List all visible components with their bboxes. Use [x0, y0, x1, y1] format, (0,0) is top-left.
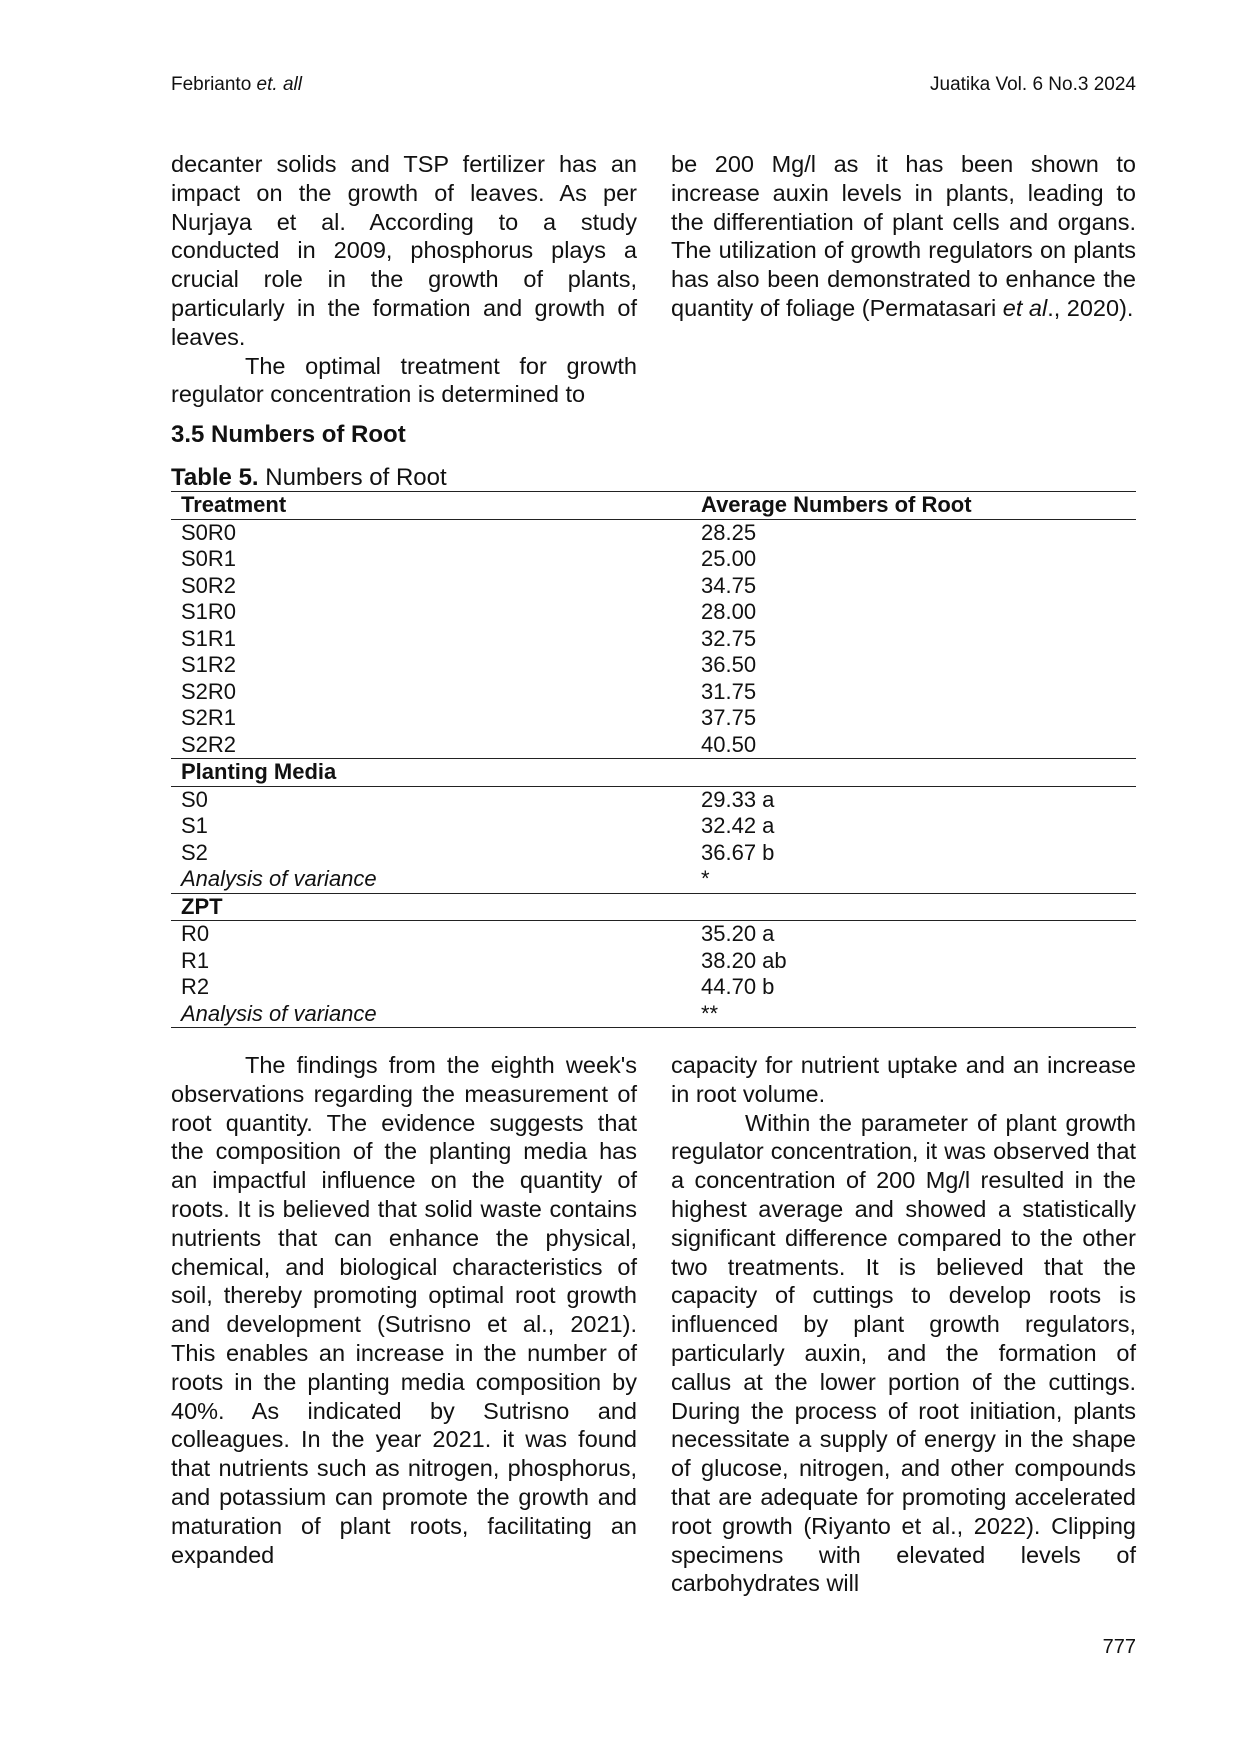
table-subheader-cell: Planting Media [171, 759, 691, 787]
running-header-author [171, 74, 302, 96]
table-cell: 38.20 ab [701, 947, 787, 973]
table-cell: S2R0 [181, 678, 237, 704]
paragraph-text-italic: et al [1002, 294, 1048, 321]
table-cell: S1R0 [181, 599, 237, 624]
numbers-of-root-table [171, 491, 1136, 1028]
table-cell: 32.42 a [701, 813, 775, 838]
top-right-column [671, 150, 1136, 323]
table-cell: S0 [181, 786, 208, 812]
table-cell-anova-label: Analysis of variance [181, 866, 377, 891]
table-row [171, 974, 1136, 1001]
table-cell: 32.75 [701, 625, 757, 651]
table-cell: 35.20 a [701, 921, 775, 946]
table-caption [171, 464, 447, 492]
table-cell-significance: ** [691, 1001, 1136, 1028]
table-cell: 28.25 [701, 519, 757, 545]
table-row [171, 519, 1136, 546]
paragraph: The optimal treatment for growth regulator concentration is determined to [171, 352, 637, 408]
table-row [171, 921, 1136, 948]
paragraph [671, 150, 1136, 323]
table-subheader-row [171, 759, 1136, 787]
table-cell: S1R2 [181, 652, 237, 677]
table-cell: 34.75 [701, 572, 757, 598]
table-cell: 40.50 [701, 731, 757, 757]
running-header-journal: Juatika Vol. 6 No.3 2024 [930, 74, 1136, 95]
table-cell: R2 [181, 974, 210, 999]
author-etal: et. all [256, 74, 302, 95]
table-cell: 31.75 [701, 678, 757, 704]
table-cell: 28.00 [701, 599, 757, 624]
table-row [171, 786, 1136, 813]
table-cell: 36.67 b [701, 839, 775, 865]
table-cell: 37.75 [701, 705, 757, 730]
table-cell: S1R1 [181, 625, 237, 651]
table-header-cell: Average Numbers of Root [691, 492, 1136, 520]
table-header-row [171, 492, 1136, 520]
paragraph: capacity for nutrient uptake and an increase in root volume. [671, 1052, 1136, 1107]
author-name: Febrianto [171, 74, 257, 95]
table-caption-title: Numbers of Root [258, 464, 447, 491]
paragraph-text: be 200 Mg/l as it has been shown to increase auxin levels in plants, leading to the differentiation of plant cells and organs. The utilization of growth regulators on plants has also been demonstrated to enhance the quantity of foliage (Permatasari [671, 151, 1136, 321]
table-cell: S0R0 [181, 519, 237, 545]
table-row [171, 840, 1136, 867]
table-cell: S2 [181, 839, 208, 865]
table-cell: 25.00 [701, 546, 757, 571]
table-row [171, 652, 1136, 679]
table-cell-anova-label: Analysis of variance [171, 1001, 691, 1028]
table-subheader-row [171, 893, 1136, 921]
bottom-left-column [171, 1051, 637, 1569]
table-subheader-cell: ZPT [171, 893, 691, 921]
table-row [171, 813, 1136, 840]
table-cell: S0R2 [181, 572, 237, 598]
paragraph: Within the parameter of plant growth regulator concentration, it was observed that a concentration of 200 Mg/l resulted in the highest average and showed a statistically significant difference compared to the other two treatments. It is believed that the capacity of cuttings to develop roots is influenced by plant growth regulators, particularly auxin, and the formation of callus at the lower portion of the cuttings. During the process of root initiation, plants necessitate a supply of energy in the shape of glucose, nitrogen, and other compounds that are adequate for promoting accelerated root growth (Riyanto et al., 2022). Clipping specimens with elevated levels of carbohydrates will [671, 1109, 1136, 1597]
paragraph-text: ., 2020). [1047, 294, 1134, 321]
table-row [171, 705, 1136, 732]
table-cell: S2R2 [181, 731, 237, 757]
page-number: 777 [1102, 1636, 1136, 1658]
table-row [171, 626, 1136, 653]
paragraph: decanter solids and TSP fertilizer has an impact on the growth of leaves. As per Nurjaya et al. According to a study conducted in 2009, phosphorus plays a crucial role in the growth of plants, particularly in the formation and growth of leaves. [171, 151, 637, 350]
bottom-right-column [671, 1051, 1136, 1598]
table-cell: 44.70 b [701, 974, 775, 999]
table-cell: S2R1 [181, 705, 237, 730]
table-header-cell: Treatment [171, 492, 691, 520]
paragraph: The findings from the eighth week's observations regarding the measurement of root quantity. The evidence suggests that the composition of the planting media has an impactful influence on the quantity of roots. It is believed that solid waste contains nutrients that can enhance the physical, chemical, and biological characteristics of soil, thereby promoting optimal root growth and development (Sutrisno et al., 2021). This enables an increase in the number of roots in the planting media composition by 40%. As indicated by Sutrisno and colleagues. In the year 2021. it was found that nutrients such as nitrogen, phosphorus, and potassium can promote the growth and maturation of plant roots, facilitating an expanded [171, 1052, 637, 1568]
table-row [171, 1001, 1136, 1028]
table-row [171, 546, 1136, 573]
table-cell: S1 [181, 813, 208, 838]
table-row [171, 866, 1136, 893]
table-cell: R0 [181, 921, 210, 946]
table-row [171, 732, 1136, 759]
table-caption-label: Table 5. [171, 464, 259, 491]
table-row [171, 948, 1136, 975]
table-subheader-cell [691, 893, 1136, 921]
table-row [171, 599, 1136, 626]
table-cell: R1 [181, 947, 210, 973]
table-subheader-cell [691, 759, 1136, 787]
top-left-column [171, 150, 637, 409]
table-cell: S0R1 [181, 546, 237, 571]
table-cell: 29.33 a [701, 786, 775, 812]
table-row [171, 573, 1136, 600]
table-cell: 36.50 [701, 652, 757, 677]
table-cell-significance: * [701, 866, 710, 891]
section-heading: 3.5 Numbers of Root [171, 421, 406, 448]
table-row [171, 679, 1136, 706]
